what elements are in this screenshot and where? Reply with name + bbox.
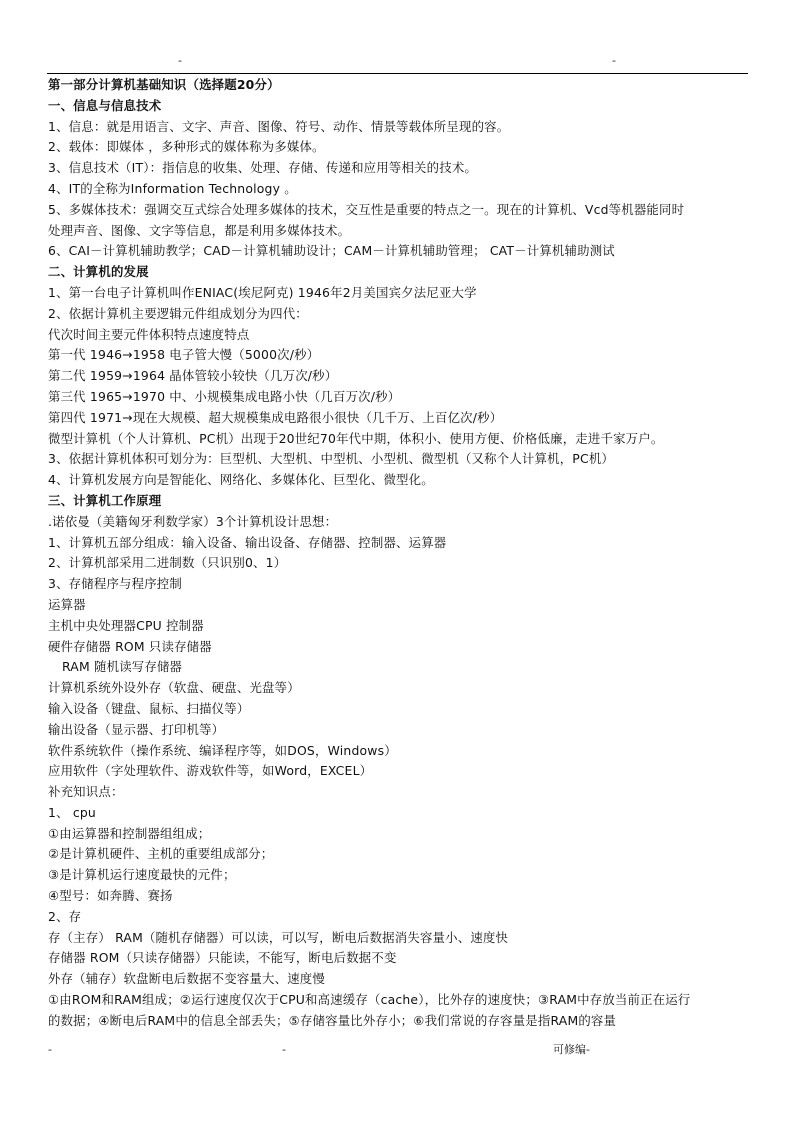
text-line: 存储器 ROM（只读存储器）只能读，不能写，断电后数据不变 [48,950,397,966]
text-line: ①由运算器和控制器组组成； [48,825,211,841]
text-line: 第二代 1959→1964 晶体管较小较快（几万次/秒） [48,368,338,384]
text-line: 3、信息技术（IT）：指信息的收集、处理、存储、传递和应用等相关的技术。 [48,160,477,176]
header-rule [47,73,748,74]
text-line: 处理声音、图像、文字等信息，都是利用多媒体技术。 [48,222,351,238]
text-line: ③是计算机运行速度最快的元件； [48,867,236,883]
text-line: 4、计算机发展方向是智能化、网络化、多媒体化、巨型化、微型化。 [48,472,434,488]
section-heading: 一、信息与信息技术 [48,97,162,113]
text-line: 补充知识点： [48,784,124,800]
text-line: 2、依据计算机主要逻辑元件组成划分为四代： [48,305,308,321]
text-line: ④型号：如奔腾、赛扬 [48,888,173,904]
text-line: 3、依据计算机体积可划分为：巨型机、大型机、中型机、小型机、微型机（又称个人计算机，PC机） [48,451,615,467]
text-line: 1、计算机五部分组成：输入设备、输出设备、存储器、控制器、运算器 [48,534,447,550]
text-line: 第一代 1946→1958 电子管大慢（5000次/秒） [48,347,320,363]
text-line: 第四代 1971→现在大规模、超大规模集成电路很小很快（几千万、上百亿次/秒） [48,409,503,425]
text-line: 软件系统软件（操作系统、编译程序等，如DOS，Windows） [48,742,397,758]
text-line: ②是计算机硬件、主机的重要组成部分； [48,846,274,862]
section-heading: 三、计算机工作原理 [48,492,162,508]
text-line: 存（主存） RAM（随机存储器）可以读，可以写，断电后数据消失容量小、速度快 [48,929,509,945]
header-right-mark: - [612,54,616,67]
text-line: 6、CAI－计算机辅助教学；CAD－计算机辅助设计；CAM－计算机辅助管理； CAT－计算机辅助测试 [48,243,615,259]
text-line: ①由ROM和RAM组成；②运行速度仅次于CPU和高速缓存（cache），比外存的速度快；③RAM中存放当前正在运行 [48,992,691,1008]
text-line: 2、计算机部采用二进制数（只识别0、1） [48,555,287,571]
text-line: 1、第一台电子计算机叫作ENIAC(埃尼阿克) 1946年2月美国宾夕法尼亚大学 [48,284,477,300]
header-left-mark: - [178,54,182,67]
text-line: 3、存储程序与程序控制 [48,576,182,592]
text-line: 主机中央处理器CPU 控制器 [48,617,204,633]
section-heading: 第一部分计算机基础知识（选择题20分） [48,77,280,92]
text-line: 输入设备（键盘、鼠标、扫描仪等） [48,700,250,716]
text-line: 代次时间主要元件体积特点速度特点 [48,326,250,342]
text-line: 的数据；④断电后RAM中的信息全部丢失；⑤存储容量比外存小；⑥我们常说的存容量是指RAM的容量 [48,1012,617,1028]
text-line: 1、 cpu [48,804,96,820]
text-line: 1、信息：就是用语言、文字、声音、图像、符号、动作、情景等载体所呈现的容。 [48,118,510,134]
footer-left-mark: - [48,1043,52,1056]
text-line: RAM 随机读写存储器 [62,659,183,675]
text-line: 应用软件（字处理软件、游戏软件等，如Word，EXCEL） [48,763,373,779]
footer-mid-mark: - [282,1043,286,1056]
text-line: 微型计算机（个人计算机、PC机）出现于20世纪70年代中期，体积小、使用方便、价格低廉，走进千家万户。 [48,430,664,446]
text-line: 计算机系统外设外存（软盘、硬盘、光盘等） [48,680,300,696]
text-line: 硬件存储器 ROM 只读存储器 [48,638,212,654]
footer-right-text: 可修编- [553,1043,590,1056]
text-line: 2、存 [48,908,82,924]
text-line: 运算器 [48,596,86,612]
text-line: 第三代 1965→1970 中、小规模集成电路小快（几百万次/秒） [48,388,401,404]
text-line: 5、多媒体技术：强调交互式综合处理多媒体的技术，交互性是重要的特点之一。现在的计算机、Vcd等机器能同时 [48,201,685,217]
text-line: .诺依曼（美籍匈牙利数学家）3个计算机设计思想： [48,513,338,529]
text-line: 2、载体：即媒体 ，多种形式的媒体称为多媒体。 [48,139,325,155]
section-heading: 二、计算机的发展 [48,264,149,280]
text-line: 4、IT的全称为Information Technology 。 [48,180,297,196]
document-body [48,75,748,1032]
text-line: 外存（辅存）软盘断电后数据不变容量大、速度慢 [48,971,325,987]
text-line: 输出设备（显示器、打印机等） [48,721,225,737]
